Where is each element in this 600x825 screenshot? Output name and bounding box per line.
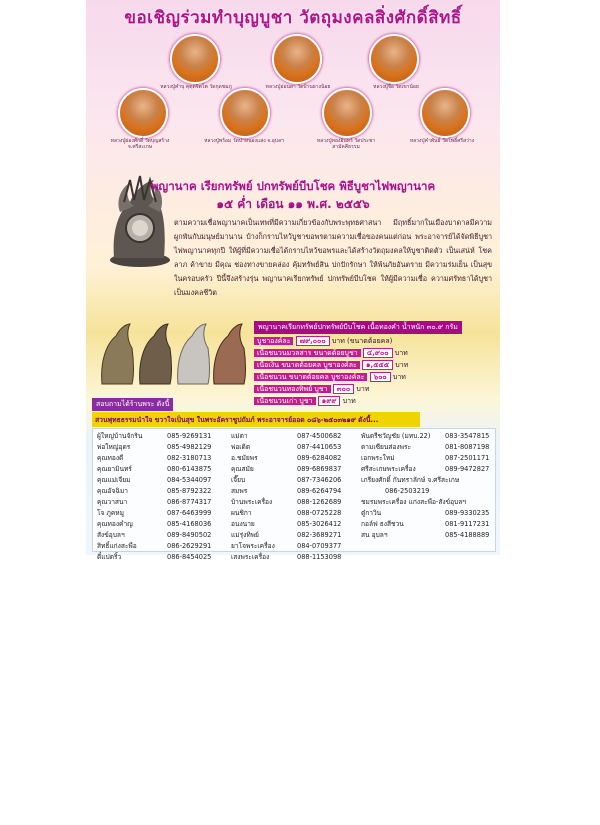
price-label: เนื้อชนวนเก่า บูชา bbox=[254, 397, 316, 405]
price-row bbox=[254, 396, 356, 407]
contacts-column-3 bbox=[361, 431, 493, 541]
contact-row: กอล์ฟ ธงสีชวน 081-9117231 bbox=[361, 520, 490, 528]
price-label: บูชาองค์ละ bbox=[254, 337, 293, 345]
contact-row: คุณทองดี 082-3180713 bbox=[97, 454, 212, 462]
contact-row: ตามเซียนส่องพระ 081-8087198 bbox=[361, 443, 490, 451]
contact-row: คุณทองคำญ 085-4168036 bbox=[97, 520, 212, 528]
price-label: เนื้อเงิน ขนาดต้อยคล บูชาองค์ละ bbox=[254, 361, 360, 369]
amulet-images bbox=[96, 322, 248, 390]
contact-row: พ่อใหญ่อุดร 085-4982129 bbox=[97, 443, 212, 451]
monk-photo bbox=[170, 34, 220, 84]
contact-row: บ้านพระเครื่อง 088-1262689 bbox=[231, 498, 342, 506]
contact-row: ศรีสะเกษพระเครื่อง 089-9472827 bbox=[361, 465, 490, 473]
flyer-title: ขอเชิญร่วมทำบุญบูชา วัตถุมงคลสิ่งศักดิ์สิทธิ์ bbox=[124, 8, 462, 28]
amulet-silver bbox=[178, 324, 210, 384]
price-value: ๖๐๐ bbox=[370, 372, 391, 382]
contact-row: คุณอัจฉิมา 085-8792322 bbox=[97, 487, 212, 495]
price-unit: บาท bbox=[392, 373, 406, 381]
contact-row: สังข์อุบลฯ 089-8490502 bbox=[97, 531, 212, 539]
product-name: พญานาค เรียกทรัพย์ ปกทรัพย์บีบโชค พิธีบูชาไฟพญานาค bbox=[150, 179, 436, 193]
monk-caption: หลวงปู่ผ่องศักดิ์ วัดบุญสร้าง จ.ศรีสะเกษ bbox=[110, 138, 170, 150]
flyer bbox=[86, 0, 500, 561]
product-description: ตามความเชื่อพญานาคเป็นเทพที่มีความเกี่ยวข้องกับพระพุทธศาสนา มีฤทธิ์มากในเมืองบาดาลมีความผูกพันกับมนุษย์มานาน บ้างก็กราบไหว้บูชาขอพรตามความเชื่อของคนแต่ก่อน พระอาจารย์ได้จัดพิธีบูชาไฟพญานาคทุกปี ให้ผู้ที่มีความเชื่อได้กราบไหว้ขอพรและได้สร้างวัตถุมงคลให้บูชาติดตัว เป็นเสน่ห์ โชคลาภ ค้าขาย มีคุณ ช่องทางขายคล่อง คุ้มทรัพย์สิน ปกปักรักษา ให้พ้นภัยอันตราย มีความร่มเย็น เป็นสุขในครอบครัว ปีนี้จึงสร้างรุ่น พญานาคเรียกทรัพย์ ปกทรัพย์บีบโชค ให้ผู้มีความเชื่อ ความศรัทธาได้บูชา เป็นมงคลชีวิต bbox=[174, 218, 492, 297]
stores-label: สอบถามได้ร้านพระ ดังนี้ bbox=[92, 398, 173, 411]
contacts-column-2 bbox=[231, 431, 355, 563]
contact-row: เอกพระใหม่ 087-2501171 bbox=[361, 454, 490, 462]
monk-caption: หลวงปู่คำพันธ์ วัดโพธิ์ศรีสว่าง bbox=[409, 138, 475, 144]
contact-row: อ.ชมัยพร 089-6284082 bbox=[231, 454, 342, 462]
price-value: ๗๙,๐๐๐ bbox=[296, 336, 330, 346]
price-unit: บาท bbox=[395, 361, 409, 369]
contact-row: เจี๊ยบ 087-7346206 bbox=[231, 476, 342, 484]
contact-row: 086-2503219 bbox=[385, 487, 430, 495]
contact-row: ผนชิกา 088-0725228 bbox=[231, 509, 342, 517]
price-row bbox=[254, 360, 408, 371]
contact-row: เสงพระเครื่อง 088-1153098 bbox=[231, 553, 342, 561]
price-value: ๔,๙๐๐ bbox=[363, 348, 393, 358]
contacts-table bbox=[92, 428, 496, 561]
contact-row: ตี๋แปดริ้ว 086-8454025 bbox=[97, 553, 212, 561]
monk-photo bbox=[322, 88, 372, 138]
price-label: เนื้อชนวนทองทิพย์ บูชา bbox=[254, 385, 331, 393]
monk-caption: หลวงปู่ทองอินทร์ วัดประชาสามัคคีธรรม bbox=[316, 138, 376, 150]
office-banner: สวนพุทธธรรมนำใจ ขวาใจเป็นสุข ในพระอัคราชูปถัมภ์ พระอาจารย์ออด ๐๘๖-๒๕๐๓๒๑๙ ดังนี้... bbox=[92, 412, 420, 427]
monk-photo bbox=[118, 88, 168, 138]
price-row bbox=[254, 384, 369, 395]
contact-row: ชมรมพระเครื่อง แก่งสะพือ-สังข์อุบลฯ bbox=[361, 498, 466, 506]
price-unit: บาท bbox=[342, 397, 356, 405]
price-row bbox=[254, 372, 406, 383]
contact-row: คุณแม่เจียม 084-5344097 bbox=[97, 476, 212, 484]
price-unit: บาท bbox=[356, 385, 370, 393]
amulet-copper bbox=[214, 324, 246, 384]
contact-row: อนงนาย 085-3026412 bbox=[231, 520, 342, 528]
monk-caption: หลวงปู่จื่อ วัดเขาน้อย bbox=[373, 84, 419, 90]
monk-caption: หลวงปู่คำบุ คุตฺตจิตโต วัดกุดชมภู bbox=[160, 84, 232, 90]
monk-photo bbox=[420, 88, 470, 138]
contact-row: ตู๋กาวิน 089-9330235 bbox=[361, 509, 490, 517]
contact-row: ผู้ใหญ่บ้านจักริน 085-9269131 bbox=[97, 432, 212, 440]
price-value: ๑๙๙ bbox=[318, 396, 341, 406]
price-value: ๑,๕๕๕ bbox=[362, 360, 393, 370]
price-row bbox=[254, 336, 392, 347]
contact-row: เภรียงศักดิ์ กันทราลักษ์ จ.ศรีสะเกษ bbox=[361, 476, 460, 484]
contact-row: คุณวาสนา 086-8774317 bbox=[97, 498, 212, 506]
monk-caption: หลวงปู่พร้อม วัดป่าหนองแสง จ.อุบลฯ bbox=[204, 138, 284, 144]
contact-row: ยาโจพระเครื่อง 084-0709377 bbox=[231, 542, 342, 550]
contact-row: แม่ตา 087-4500682 bbox=[231, 432, 342, 440]
monk-photo bbox=[369, 34, 419, 84]
price-value: ๓๐๐ bbox=[333, 384, 354, 394]
contacts-column-1 bbox=[97, 431, 225, 563]
monk-caption: หลวงปู่อ่อนสา วัดบ้านยางน้อย bbox=[265, 84, 331, 90]
price-label: เนื้อชนวนมวลสาร ขนาดต้อยบูชา bbox=[254, 349, 361, 357]
amulet-gold bbox=[102, 324, 134, 384]
price-header: พญานาคเรียกทรัพย์ปกทรัพย์บีบโชค เนื้อทองคำ น้ำหนัก ๓๐.๙ กรัม bbox=[254, 321, 462, 334]
contact-row: สิทธิ์แก่งสะพือ 086-2629291 bbox=[97, 542, 212, 550]
ceremony-date: ๑๕ ค่ำ เดือน ๑๑ พ.ศ. ๒๕๕๖ bbox=[216, 197, 370, 211]
contact-row: พันตรีชวัญชัย (มทบ.22) 083-3547815 bbox=[361, 432, 490, 440]
contact-row: คุณสมัย 089-6869837 bbox=[231, 465, 342, 473]
amulet-bronze bbox=[140, 324, 172, 384]
contact-row: พ่อเดิด 087-4410653 bbox=[231, 443, 342, 451]
price-unit: บาท (ขนาดต้อยคล) bbox=[331, 337, 393, 345]
monk-photo bbox=[220, 88, 270, 138]
price-row bbox=[254, 348, 408, 359]
contact-row: แม่รุ่งทิพย์ 082-3689271 bbox=[231, 531, 342, 539]
contact-row: คุณยามินทร์ 080-6143875 bbox=[97, 465, 212, 473]
monk-photo bbox=[272, 34, 322, 84]
contact-row: สมพร 089-6264794 bbox=[231, 487, 342, 495]
price-unit: บาท bbox=[394, 349, 408, 357]
contact-row: โจ ภูคหมู 087-6463999 bbox=[97, 509, 212, 517]
price-label: เนื้อชนวน ขนาดต้อยคล บูชาองค์ละ bbox=[254, 373, 367, 381]
contact-row: สน อุบลฯ 085-4188889 bbox=[361, 531, 490, 539]
